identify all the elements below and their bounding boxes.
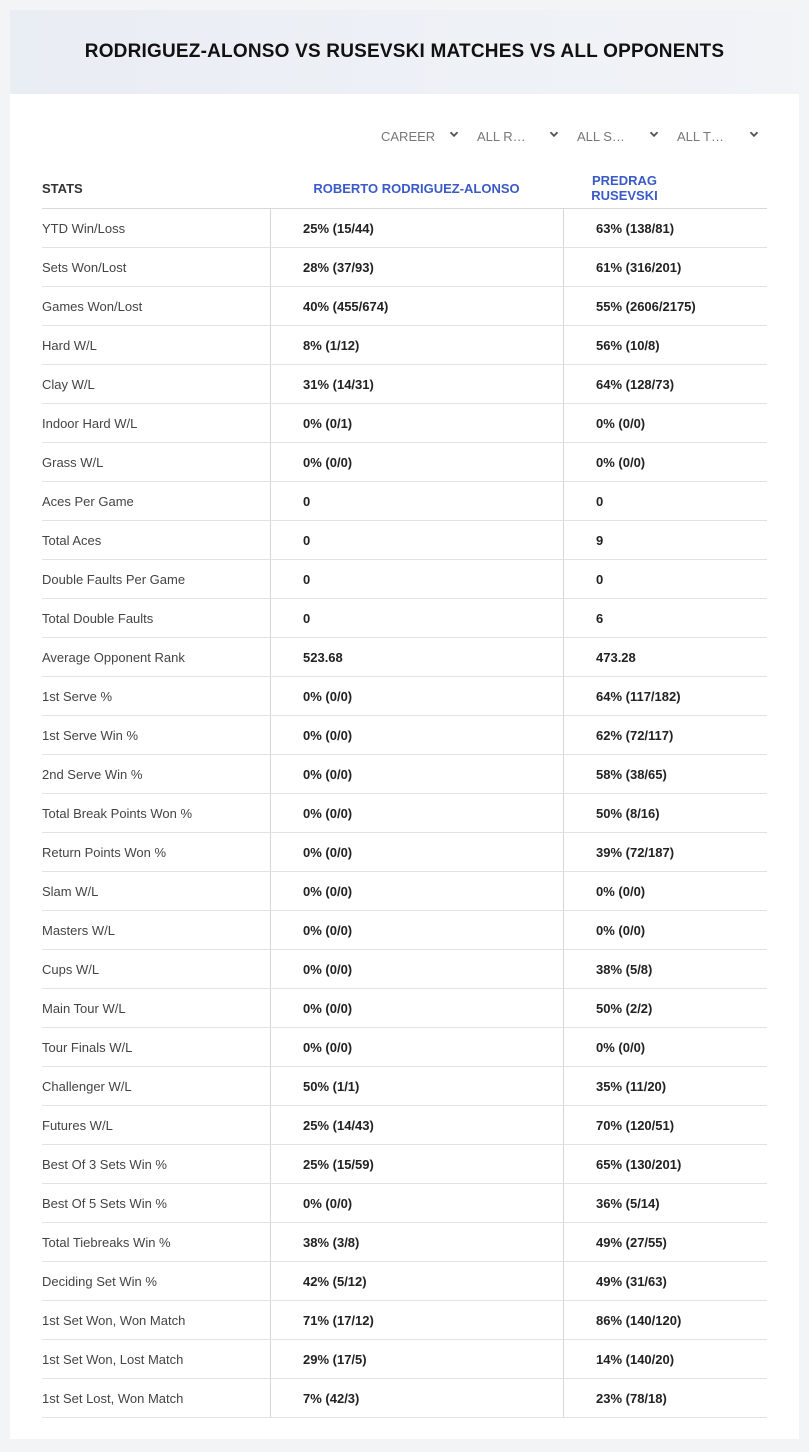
table-row [42, 677, 767, 716]
stat-label: Indoor Hard W/L [42, 415, 138, 431]
table-row [42, 404, 767, 443]
table-row [42, 638, 767, 677]
player1-value: 42% (5/12) [270, 1262, 563, 1300]
stat-label: Total Aces [42, 532, 102, 548]
table-row [42, 1262, 767, 1301]
player1-value: 0% (0/0) [270, 833, 563, 871]
stat-label: Return Points Won % [42, 844, 167, 860]
table-row [42, 326, 767, 365]
chevron-down-icon [549, 129, 559, 142]
player1-column-header[interactable]: ROBERTO RODRIGUEZ-ALONSO [313, 180, 520, 196]
table-row [42, 950, 767, 989]
chevron-down-icon [649, 129, 659, 142]
stat-label: Futures W/L [42, 1117, 113, 1133]
table-row [42, 989, 767, 1028]
stat-label: Clay W/L [42, 376, 95, 392]
player1-value: 0% (0/0) [270, 677, 563, 715]
player2-value: 14% (140/20) [563, 1340, 767, 1378]
table-header [42, 168, 767, 209]
table-row [42, 209, 767, 248]
player2-value: 0% (0/0) [563, 872, 767, 910]
player1-value: 0% (0/0) [270, 989, 563, 1027]
stat-label: 1st Serve Win % [42, 727, 139, 743]
player2-value: 0% (0/0) [563, 1028, 767, 1066]
player2-value: 0 [563, 482, 767, 520]
stat-label: Aces Per Game [42, 493, 134, 509]
stat-label: Deciding Set Win % [42, 1273, 157, 1289]
player2-value: 56% (10/8) [563, 326, 767, 364]
table-row [42, 1106, 767, 1145]
player1-value: 0% (0/0) [270, 716, 563, 754]
stat-label: 1st Set Won, Won Match [42, 1312, 186, 1328]
stat-label: Tour Finals W/L [42, 1039, 133, 1055]
chevron-down-icon [449, 129, 459, 142]
stat-label: 1st Set Lost, Won Match [42, 1390, 184, 1406]
player2-column-header[interactable]: PREDRAG RUSEVSKI [591, 173, 658, 203]
stats-table [42, 168, 767, 1418]
stat-label: Total Break Points Won % [42, 805, 193, 821]
table-row [42, 1340, 767, 1379]
player2-value: 49% (27/55) [563, 1223, 767, 1261]
player1-value: 0% (0/0) [270, 950, 563, 988]
stat-label: Sets Won/Lost [42, 259, 127, 275]
player1-value: 0 [270, 521, 563, 559]
player1-value: 40% (455/674) [270, 287, 563, 325]
player1-value: 0% (0/0) [270, 872, 563, 910]
page-title: RODRIGUEZ-ALONSO VS RUSEVSKI MATCHES VS ALL OPPONENTS [84, 41, 725, 62]
player2-value: 0 [563, 560, 767, 598]
filter-round-select[interactable] [465, 126, 565, 146]
table-row [42, 443, 767, 482]
player2-value: 50% (2/2) [563, 989, 767, 1027]
player1-value: 7% (42/3) [270, 1379, 563, 1417]
stat-label: Masters W/L [42, 922, 115, 938]
stat-label: Best Of 3 Sets Win % [42, 1156, 167, 1172]
player2-value: 49% (31/63) [563, 1262, 767, 1300]
stat-label: Main Tour W/L [42, 1000, 126, 1016]
player1-value: 0% (0/0) [270, 911, 563, 949]
player2-value: 61% (316/201) [563, 248, 767, 286]
player1-value: 523.68 [270, 638, 563, 676]
filter-label: CAREER [381, 128, 436, 144]
table-row [42, 872, 767, 911]
stat-label: Challenger W/L [42, 1078, 132, 1094]
player1-value: 25% (15/59) [270, 1145, 563, 1183]
table-row [42, 716, 767, 755]
stat-label: Games Won/Lost [42, 298, 143, 314]
player1-value: 0 [270, 482, 563, 520]
filter-label: ALL T… [677, 128, 724, 144]
table-row [42, 1145, 767, 1184]
filter-period-select[interactable] [369, 126, 465, 146]
table-row [42, 248, 767, 287]
player2-value: 23% (78/18) [563, 1379, 767, 1417]
player2-value: 58% (38/65) [563, 755, 767, 793]
player1-value: 25% (14/43) [270, 1106, 563, 1144]
player2-value: 62% (72/117) [563, 716, 767, 754]
player1-value: 0 [270, 560, 563, 598]
player2-value: 65% (130/201) [563, 1145, 767, 1183]
stat-label: Slam W/L [42, 883, 99, 899]
player2-value: 36% (5/14) [563, 1184, 767, 1222]
stat-label: 1st Serve % [42, 688, 113, 704]
player2-value: 9 [563, 521, 767, 559]
player2-value: 86% (140/120) [563, 1301, 767, 1339]
player1-value: 29% (17/5) [270, 1340, 563, 1378]
table-row [42, 1301, 767, 1340]
player1-value: 50% (1/1) [270, 1067, 563, 1105]
table-row [42, 833, 767, 872]
player1-value: 28% (37/93) [270, 248, 563, 286]
player2-value: 6 [563, 599, 767, 637]
table-row [42, 560, 767, 599]
stat-label: Average Opponent Rank [42, 649, 185, 665]
player1-value: 0% (0/0) [270, 1028, 563, 1066]
player2-value: 55% (2606/2175) [563, 287, 767, 325]
player2-column-header-cell [563, 173, 767, 203]
player1-value: 0% (0/0) [270, 443, 563, 481]
filter-tournament-select[interactable] [665, 126, 765, 146]
player1-value: 8% (1/12) [270, 326, 563, 364]
filter-bar [369, 126, 765, 146]
player2-value: 0% (0/0) [563, 443, 767, 481]
chevron-down-icon [749, 129, 759, 142]
table-row [42, 1379, 767, 1418]
player2-value: 0% (0/0) [563, 911, 767, 949]
player2-value: 64% (117/182) [563, 677, 767, 715]
table-row [42, 755, 767, 794]
player1-value: 0% (0/0) [270, 1184, 563, 1222]
player1-value: 38% (3/8) [270, 1223, 563, 1261]
player1-value: 25% (15/44) [270, 209, 563, 247]
player1-value: 0% (0/0) [270, 755, 563, 793]
table-row [42, 794, 767, 833]
table-body [42, 209, 767, 1418]
player1-value: 31% (14/31) [270, 365, 563, 403]
table-row [42, 1067, 767, 1106]
stat-label: Total Tiebreaks Win % [42, 1234, 171, 1250]
table-row [42, 599, 767, 638]
stat-label: Best Of 5 Sets Win % [42, 1195, 167, 1211]
table-row [42, 1223, 767, 1262]
filter-label: ALL S… [577, 128, 625, 144]
filter-label: ALL R… [477, 128, 526, 144]
player2-value: 35% (11/20) [563, 1067, 767, 1105]
stat-label: Double Faults Per Game [42, 571, 186, 587]
table-row [42, 287, 767, 326]
player2-value: 473.28 [563, 638, 767, 676]
stat-label: Cups W/L [42, 961, 100, 977]
player2-value: 64% (128/73) [563, 365, 767, 403]
stat-label: Hard W/L [42, 337, 97, 353]
player2-value: 38% (5/8) [563, 950, 767, 988]
player1-value: 0 [270, 599, 563, 637]
stat-label: Grass W/L [42, 454, 104, 470]
stat-label: YTD Win/Loss [42, 220, 126, 236]
stat-label: 2nd Serve Win % [42, 766, 143, 782]
player2-value: 63% (138/81) [563, 209, 767, 247]
table-row [42, 1184, 767, 1223]
table-row [42, 1028, 767, 1067]
player2-value: 50% (8/16) [563, 794, 767, 832]
table-row [42, 911, 767, 950]
player2-value: 0% (0/0) [563, 404, 767, 442]
table-row [42, 365, 767, 404]
table-row [42, 482, 767, 521]
player2-value: 39% (72/187) [563, 833, 767, 871]
player2-value: 70% (120/51) [563, 1106, 767, 1144]
player1-value: 0% (0/0) [270, 794, 563, 832]
stats-card [10, 10, 799, 1439]
table-row [42, 521, 767, 560]
player1-value: 71% (17/12) [270, 1301, 563, 1339]
stat-label: Total Double Faults [42, 610, 154, 626]
stats-column-header: STATS [42, 180, 83, 196]
player1-value: 0% (0/1) [270, 404, 563, 442]
stat-label: 1st Set Won, Lost Match [42, 1351, 184, 1367]
filter-surface-select[interactable] [565, 126, 665, 146]
page-header [10, 10, 799, 94]
